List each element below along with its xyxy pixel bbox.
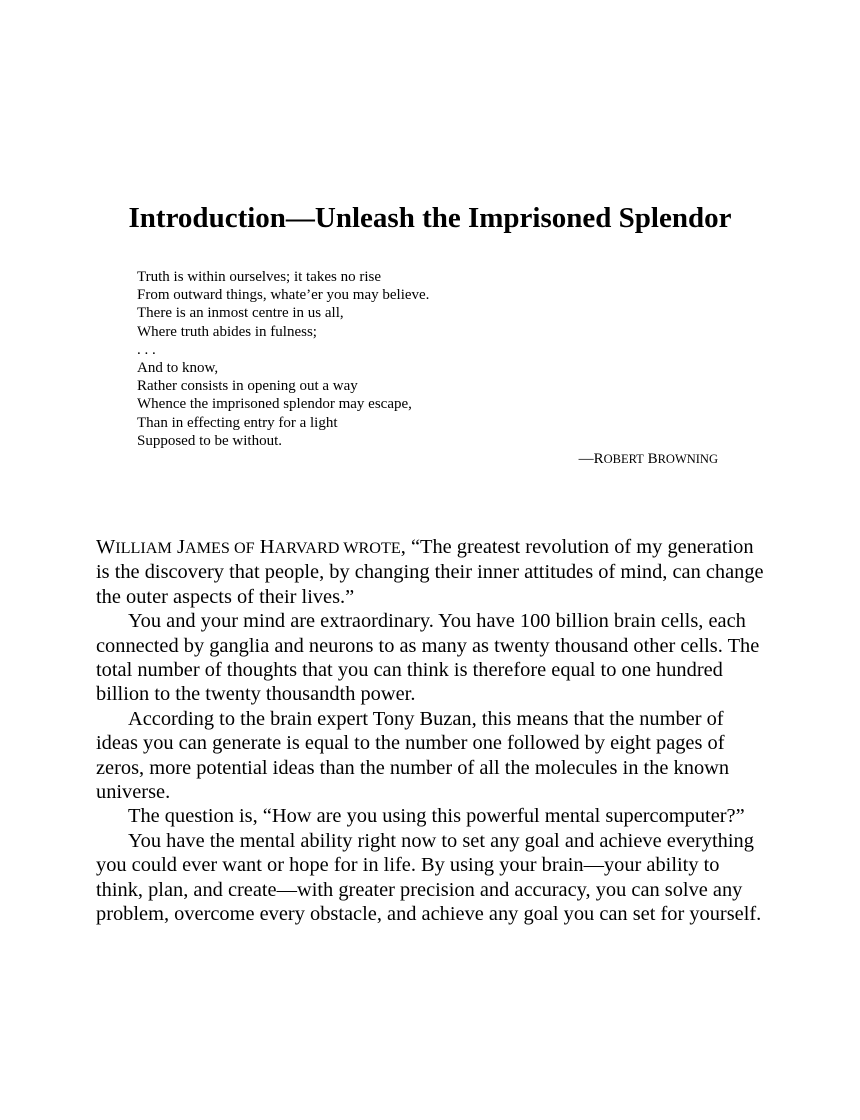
- lead-in-initial: J: [177, 536, 185, 558]
- body-paragraph: The question is, “How are you using this powerful mental supercomputer?”: [128, 805, 745, 828]
- epigraph-line: Supposed to be without.: [137, 432, 282, 449]
- epigraph-ellipsis: . . .: [137, 341, 156, 358]
- epigraph-line: Truth is within ourselves; it takes no rise: [137, 269, 382, 285]
- attribution-last-initial: B: [647, 451, 658, 467]
- body-text: [96, 535, 764, 927]
- attribution-last-rest: ROWNING: [657, 452, 718, 466]
- body-paragraph: According to the brain expert Tony Buzan, this means that the number of ideas you can generate is equal to the number one followed by eight pages of zeros, more potential ideas than the number of all the molecules in the known universe.: [96, 707, 730, 804]
- body-paragraph: You have the mental ability right now to set any goal and achieve everything you could ever want or hope for in life. By using your brain—your ability to think, plan, and create—with greater precision and accuracy, you can solve any problem, overcome every obstacle, and achieve any goal you can set for yourself.: [96, 829, 762, 926]
- attribution-first-initial: R: [593, 451, 604, 467]
- chapter-title: Introduction—Unleash the Imprisoned Splendor: [128, 202, 732, 234]
- epigraph-line: Than in effecting entry for a light: [137, 414, 338, 431]
- lead-in-initial: W: [96, 536, 116, 558]
- epigraph-line: And to know,: [137, 360, 219, 377]
- lead-in-smallcaps: ARVARD WROTE: [274, 539, 401, 557]
- body-paragraph-opening: [96, 535, 764, 609]
- lead-in-smallcaps: AMES OF: [184, 539, 255, 557]
- epigraph-attribution: [579, 450, 718, 468]
- attribution-dash: —: [578, 451, 594, 467]
- epigraph-line: Rather consists in opening out a way: [137, 378, 358, 395]
- epigraph-poem: [137, 268, 737, 450]
- epigraph-line: From outward things, whate’er you may believe.: [137, 287, 430, 304]
- epigraph-line: Where truth abides in fulness;: [137, 323, 317, 340]
- epigraph-line: Whence the imprisoned splendor may escape,: [137, 396, 412, 413]
- epigraph-line: There is an inmost centre in us all,: [137, 305, 344, 322]
- lead-in-smallcaps: ILLIAM: [115, 539, 172, 557]
- attribution-first-rest: OBERT: [603, 452, 644, 466]
- opening-quote-text: , “The greatest revolution of my generation is the discovery that people, by changing their inner attitudes of mind, can change the outer aspects of their lives.”: [96, 536, 764, 608]
- lead-in-initial: H: [259, 536, 275, 558]
- body-paragraph: You and your mind are extraordinary. You have 100 billion brain cells, each connected by ganglia and neurons to as many as twenty thousand other cells. The total number of thoughts that you can think is therefore equal to one hundred billion to the twenty thousandth power.: [96, 610, 760, 706]
